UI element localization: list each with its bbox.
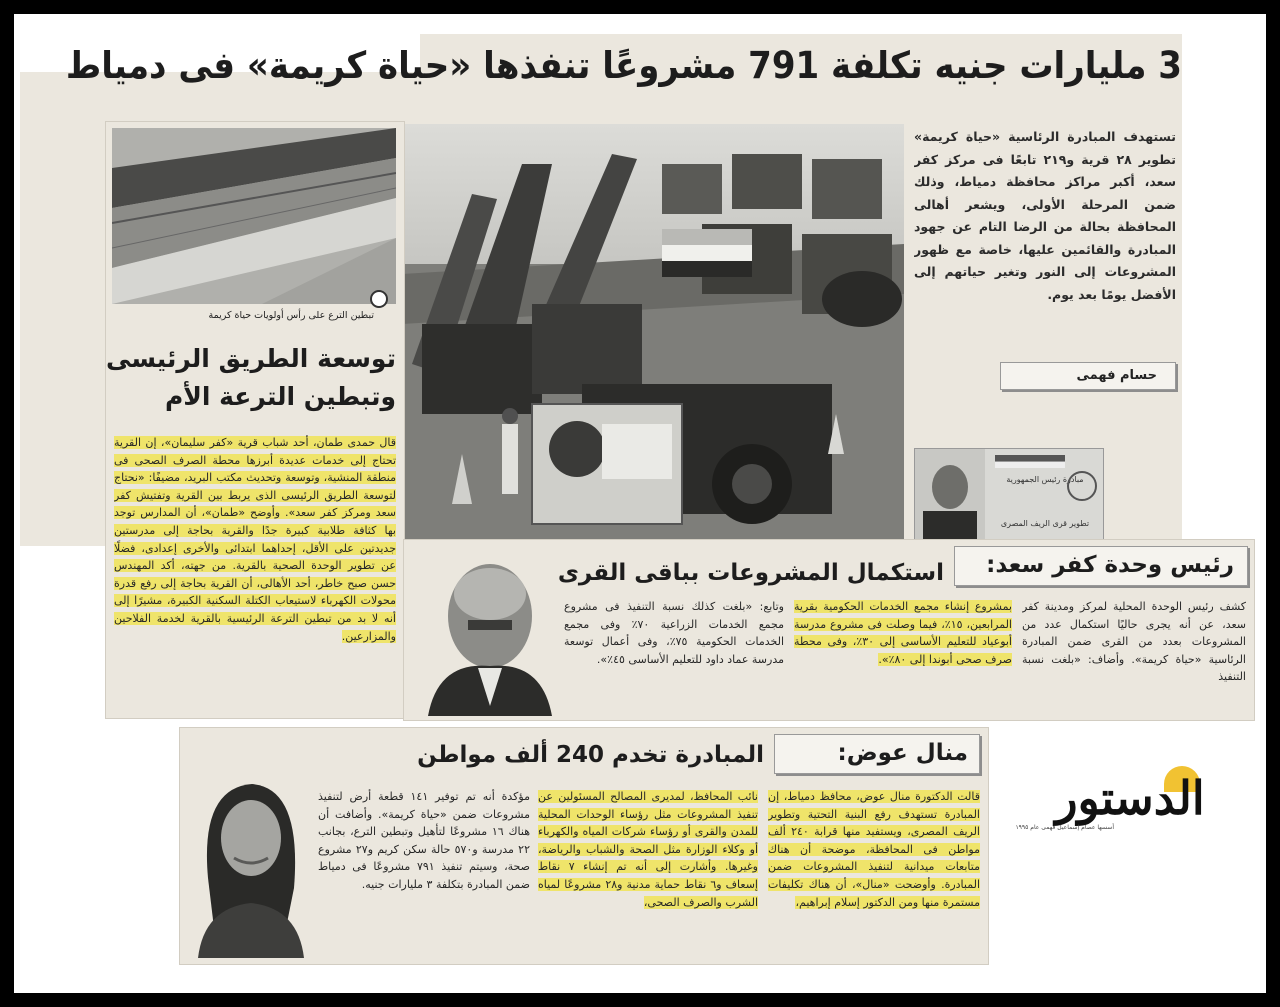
byline-bar — [1000, 362, 1176, 390]
section2-headline: استكمال المشروعات بباقى القرى — [557, 560, 944, 586]
construction-equipment-image — [402, 124, 904, 546]
masthead-tagline: أسسها عصام إسماعيل فهمى عام ١٩٩٥ — [1015, 824, 1114, 831]
sidebar-headline-line1: توسعة الطريق الرئيسى — [106, 344, 396, 373]
initiative-banner-photo — [914, 448, 1104, 546]
section2-col1: كشف رئيس الوحدة المحلية لمركز ومدينة كفر سعد، عن أنه يجرى حاليًا استكمال عدد من المشروعات بعدد من القرى ضمن المبادرة الرئاسية «حياة كريمة». وأضاف: «بلغت نسبة التنفيذ — [1022, 600, 1246, 684]
section3-col3: مؤكدة أنه تم توفير ١٤١ قطعة أرض لتنفيذ مشروعات ضمن «حياة كريمة». وأضافت أن هناك ١٦ مشروعًا لتأهيل وتبطين الترع، بجانب ٢٢ مدرسة و٥٧٠ حالة سكن كريم و٢٧ مشروع صحة، وسيتم تنفيذ ٧٩١ مشروعًا فى دمياط ضمن المبادرة بتكلفة ٣ مليارات جنيه. — [318, 790, 530, 891]
section2-col2: بمشروع إنشاء مجمع الخدمات الحكومية بقرية المرابعين، ١٥٪، فيما وصلت فى مشروع مدرسة أبوعياد للتعليم الأساسى إلى ٣٠٪، وفى محطة صرف صحى أبوندا إلى ٨٠٪». — [794, 600, 1012, 666]
canal-photo — [112, 128, 396, 304]
masthead-logo-text: الدستور — [1055, 771, 1205, 825]
canal-lining-image — [112, 128, 396, 304]
man-portrait-image — [418, 546, 558, 716]
main-headline: 3 مليارات جنيه تكلفة 791 مشروعًا تنفذها «حياة كريمة» فى دمياط — [65, 44, 1182, 87]
main-intro-text: تستهدف المبادرة الرئاسية «حياة كريمة» تطوير ٢٨ قرية و٢١٩ تابعًا فى مركز كفر سعد، أكبر مراكز محافظة دمياط، وذلك ضمن المرحلة الأولى، ويشعر أهالى المحافظة بحالة من الرضا التام عن جهود المبادرة والقائمين عليها، خاصة مع ظهور المشروعات إلى النور وتغير حياتهم إلى الأفضل يومًا بعد يوم. — [914, 129, 1176, 302]
banner-text-a: مبادرة رئيس الجمهورية — [1006, 475, 1084, 484]
sidebar-headline-line2: وتبطين الترعة الأم — [164, 382, 396, 411]
byline-name: حسام فهمى — [1076, 368, 1157, 383]
section2-col3: وتابع: «بلغت كذلك نسبة التنفيذ فى مشروع مجمع الخدمات الزراعية ٧٠٪ وفى مجمع الخدمات الحكومية ٧٥٪، وفى أعمال توسعة مدرسة عماد داود للتعليم الأساسى ٤٥٪». — [564, 600, 784, 666]
president-portrait-image — [915, 449, 985, 546]
canal-photo-caption: تبطين الترع على رأس أولويات حياة كريمة — [208, 310, 374, 321]
masthead-logo — [1014, 764, 1246, 834]
section3-col2: نائب المحافظ، لمديرى المصالح المسئولين عن تنفيذ المشروعات مثل رؤساء الوحدات المحلية للمدن والقرى أو رؤساء شركات المياه والكهرباء أو وكلاء الوزارة مثل الصحة والشباب والرياضة، وغيرها. وأشارت إلى أنه تم إنشاء ٧ نقاط إسعاف و٦ نقاط حماية مدنية و٢٨ مشروعًا لمياه الشرب والصرف الصحى، — [538, 790, 758, 909]
governor-portrait — [190, 758, 310, 958]
woman-portrait-image — [190, 758, 310, 958]
machinery-photo — [402, 124, 904, 546]
banner-text-b: تطوير قرى الريف المصرى — [1000, 519, 1090, 528]
scan-background — [14, 14, 1266, 993]
section2-kicker: رئيس وحدة كفر سعد: — [986, 552, 1234, 578]
caption-bullet-icon — [370, 290, 388, 308]
sidebar-body-text: قال حمدى طمان، أحد شباب قرية «كفر سليمان»، إن القرية تحتاج إلى خدمات عديدة أبرزها محطة الصرف الصحى فى منطقة المنشية، وتوسعة وتحديث مكتب البريد، مضيفًا: «نحتاج لتوسعة الطريق الرئيسى الذى يربط بين القرية وتفتيش كفر سعد ومركز كفر سعد». وأوضح «طمان»، أن المدارس توجد بها كثافة طلابية كبيرة جدًا والقرية بحاجة إلى مدرستين جديدتين على الأقل، إحداهما ابتدائى والأخرى إعدادى، فضلًا عن تطوير الوحدة الصحية بالقرية. من جهته، أكد المهندس حسن صبح خاطر، أحد الأهالى، أن القرية بحاجة إلى رفع قدرة محولات الكهرباء لاستيعاب الكتلة السكنية الكبيرة، مشيرًا إلى أنه لا بد من تبطين الترعة الرئيسية بالقرية لخدمة الفلاحين والمزارعين. — [114, 436, 396, 643]
section3-kicker: منال عوض: — [837, 740, 968, 766]
seal-icon — [1067, 471, 1097, 501]
section3-col1: قالت الدكتورة منال عوض، محافظ دمياط، إن المبادرة تستهدف رفع البنية التحتية وتطوير الريف المصرى، ويستفيد منها قرابة ٢٤٠ ألف مواطن فى المحافظة، موضحة أن هناك متابعات ميدانية لتنفيذ المشروعات ضمن المبادرة. وأوضحت «منال»، أن هناك تكليفات مستمرة منها ومن الدكتور إسلام إبراهيم، — [768, 790, 980, 909]
unit-head-portrait — [418, 546, 558, 716]
section3-headline: المبادرة تخدم 240 ألف مواطن — [417, 742, 764, 768]
